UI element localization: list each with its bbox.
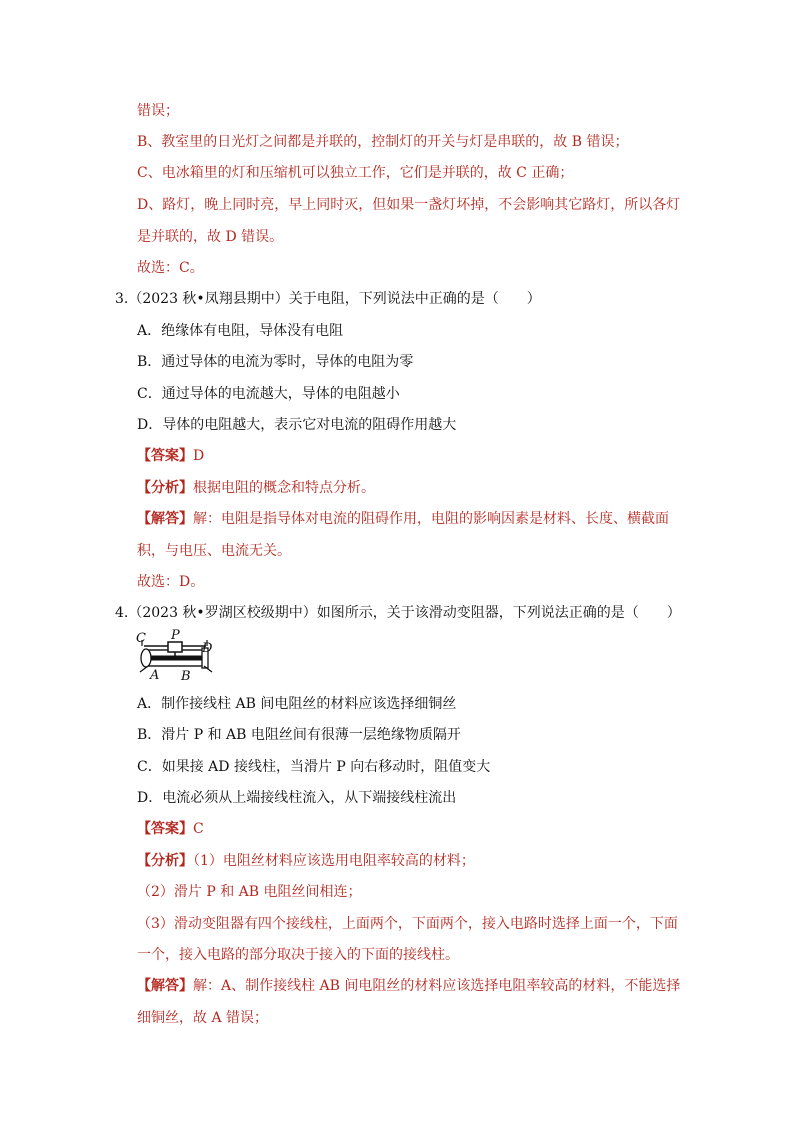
q4-option-b: B．滑片 P 和 AB 电阻丝间有很薄一层绝缘物质隔开 — [137, 727, 461, 743]
q4-answer — [137, 819, 204, 839]
answer-value: C — [193, 821, 204, 837]
q3-solution-line1 — [137, 509, 669, 529]
q2-explanation-b: B、教室里的日光灯之间都是并联的，控制灯的开关与灯是串联的，故 B 错误； — [137, 134, 629, 150]
q4-analysis-line4: 一个，接入电路的部分取决于接入的下面的接线柱。 — [137, 947, 459, 963]
answer-tag: 【答案】 — [137, 821, 193, 837]
q2-final-choice: 故选：C。 — [137, 260, 204, 276]
q4-stem: 4.（2023 秋•罗湖区校级期中）如图所示，关于该滑动变阻器，下列说法正确的是（ ） — [115, 605, 681, 621]
q2-explanation-d-line1: D、路灯，晚上同时亮，早上同时灭，但如果一盏灯坏掉，不会影响其它路灯，所以各灯 — [137, 197, 681, 213]
label-b: B — [181, 669, 191, 682]
label-c: C — [136, 631, 146, 646]
sliding-rheostat-figure — [134, 628, 218, 682]
q2-explanation-d-line2: 是并联的，故 D 错误。 — [137, 229, 284, 245]
solution-tag: 【解答】 — [137, 978, 193, 994]
analysis-text: 根据电阻的概念和特点分析。 — [193, 480, 375, 496]
q4-solution-line2: 细铜丝，故 A 错误； — [137, 1010, 269, 1026]
q3-answer — [137, 446, 204, 466]
q4-analysis-line3: （3）滑动变阻器有四个接线柱，上面两个，下面两个，接入电路时选择上面一个，下面 — [137, 916, 678, 932]
analysis-text: （1）电阻丝材料应该选用电阻率较高的材料； — [193, 853, 475, 869]
q4-analysis-line2: （2）滑片 P 和 AB 电阻丝间相连； — [137, 884, 362, 900]
q3-option-c: C．通过导体的电流越大，导体的电阻越小 — [137, 386, 400, 402]
q2-explanation-c: C、电冰箱里的灯和压缩机可以独立工作，它们是并联的，故 C 正确； — [137, 165, 574, 181]
q3-final-choice: 故选：D。 — [137, 574, 205, 590]
q4-solution-line1 — [137, 976, 680, 996]
label-d: D — [202, 641, 213, 656]
rheostat-slider — [168, 642, 182, 652]
q4-option-a: A．制作接线柱 AB 间电阻丝的材料应该选择细铜丝 — [137, 696, 457, 712]
analysis-tag: 【分析】 — [137, 480, 193, 496]
q2-option-a-continuation: 错误； — [137, 103, 179, 119]
q3-option-a: A．绝缘体有电阻，导体没有电阻 — [137, 323, 344, 339]
q4-option-d: D．电流必须从上端接线柱流入，从下端接线柱流出 — [137, 790, 457, 806]
rheostat-left-cap — [141, 649, 151, 667]
q3-option-b: B．通过导体的电流为零时，导体的电阻为零 — [137, 354, 414, 370]
solution-tag: 【解答】 — [137, 511, 193, 527]
solution-text: 解：电阻是指导体对电流的阻碍作用，电阻的影响因素是材料、长度、横截面 — [193, 511, 669, 527]
label-p: P — [171, 628, 180, 643]
answer-tag: 【答案】 — [137, 448, 193, 464]
q3-stem: 3.（2023 秋•凤翔县期中）关于电阻，下列说法中正确的是（ ） — [115, 291, 541, 307]
q4-option-c: C．如果接 AD 接线柱，当滑片 P 向右移动时，阻值变大 — [137, 759, 491, 775]
label-a: A — [150, 668, 160, 682]
q3-option-d: D．导体的电阻越大，表示它对电流的阻碍作用越大 — [137, 417, 457, 433]
solution-text: 解：A、制作接线柱 AB 间电阻丝的材料应该选择电阻率较高的材料，不能选择 — [193, 978, 681, 994]
analysis-tag: 【分析】 — [137, 853, 193, 869]
q4-analysis-line1 — [137, 851, 475, 871]
answer-value: D — [193, 448, 205, 464]
q3-solution-line2: 积，与电压、电流无关。 — [137, 543, 291, 559]
q3-analysis — [137, 478, 375, 498]
